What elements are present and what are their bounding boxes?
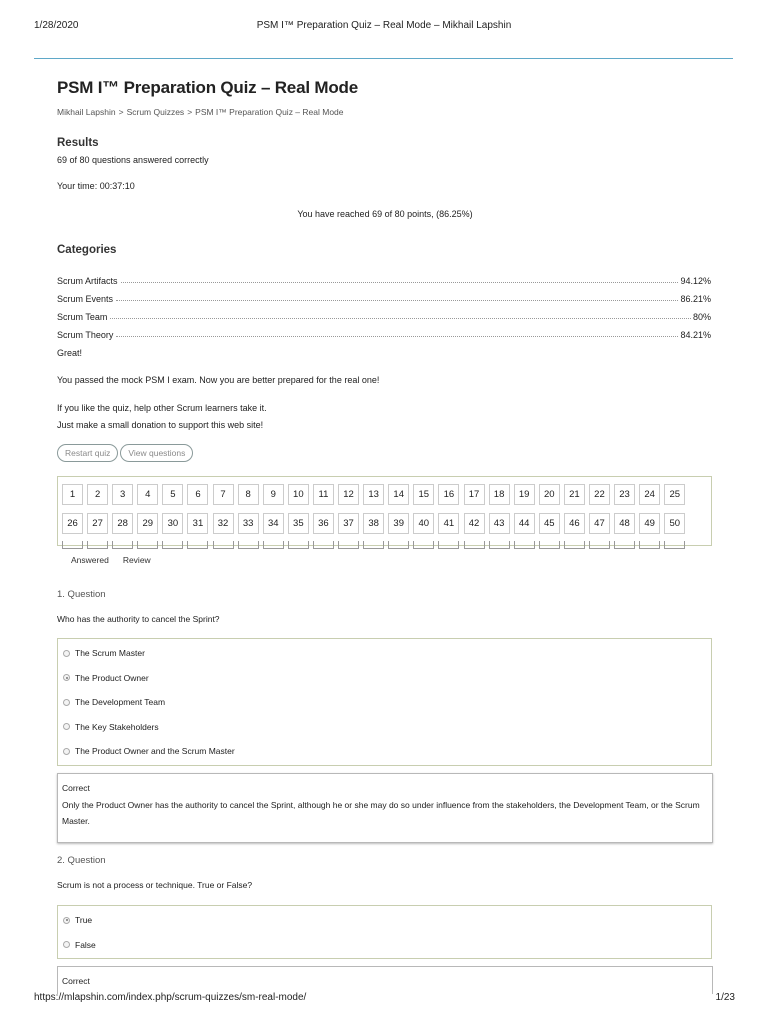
answer-option[interactable] — [58, 908, 711, 933]
answer-option-label: The Scrum Master — [75, 648, 145, 659]
status-marker — [313, 541, 334, 549]
print-url: https://mlapshin.com/index.php/scrum-quizzes/sm-real-mode/ — [34, 992, 307, 1003]
status-marker — [438, 541, 459, 549]
question-number-cell[interactable]: 9 — [263, 484, 284, 505]
category-name: Scrum Artifacts — [57, 276, 118, 286]
status-marker — [413, 541, 434, 549]
breadcrumb — [57, 107, 713, 117]
question-number-cell[interactable]: 1 — [62, 484, 83, 505]
breadcrumb-current: PSM I™ Preparation Quiz – Real Mode — [195, 107, 344, 117]
radio-button[interactable] — [63, 650, 70, 657]
leader-dots — [116, 335, 678, 337]
status-marker — [62, 541, 83, 549]
question-number-cell[interactable]: 22 — [589, 484, 610, 505]
question-number-cell[interactable]: 30 — [162, 513, 183, 534]
page-title: PSM I™ Preparation Quiz – Real Mode — [57, 78, 358, 97]
question-1-title: 1. Question — [57, 589, 106, 600]
question-number-cell[interactable]: 11 — [313, 484, 334, 505]
question-number-cell[interactable]: 42 — [464, 513, 485, 534]
header-divider — [34, 58, 733, 59]
leader-dots — [110, 317, 691, 319]
status-marker — [162, 541, 183, 549]
restart-quiz-button[interactable]: Restart quiz — [57, 444, 118, 462]
legend-answered: Answered — [71, 555, 109, 565]
question-number-cell[interactable]: 19 — [514, 484, 535, 505]
question-number-cell[interactable]: 45 — [539, 513, 560, 534]
question-number-cell[interactable]: 31 — [187, 513, 208, 534]
radio-button[interactable] — [63, 748, 70, 755]
message-passed: You passed the mock PSM I exam. Now you are better prepared for the real one! — [57, 375, 380, 385]
status-marker — [112, 541, 133, 549]
question-number-cell[interactable]: 37 — [338, 513, 359, 534]
category-row — [57, 286, 711, 304]
main-content — [57, 78, 713, 986]
status-marker — [564, 541, 585, 549]
status-marker — [338, 541, 359, 549]
question-number-cell[interactable]: 46 — [564, 513, 585, 534]
radio-button[interactable] — [63, 723, 70, 730]
print-page-number: 1/23 — [715, 992, 735, 1003]
question-number-cell[interactable]: 26 — [62, 513, 83, 534]
status-marker — [614, 541, 635, 549]
feedback-label: Correct — [62, 783, 90, 793]
question-number-cell[interactable]: 44 — [514, 513, 535, 534]
answer-option-label: The Development Team — [75, 697, 166, 708]
status-marker — [263, 541, 284, 549]
question-number-cell[interactable]: 3 — [112, 484, 133, 505]
view-questions-button[interactable]: View questions — [120, 444, 193, 462]
breadcrumb-separator: > — [118, 107, 124, 117]
status-marker — [213, 541, 234, 549]
leader-dots — [121, 281, 679, 283]
legend-review: Review — [122, 555, 151, 565]
status-marker — [288, 541, 309, 549]
results-heading: Results — [57, 137, 99, 149]
question-overview-row-1 — [62, 484, 689, 505]
question-number-cell[interactable]: 28 — [112, 513, 133, 534]
question-number-cell[interactable]: 32 — [213, 513, 234, 534]
question-number-cell[interactable]: 43 — [489, 513, 510, 534]
question-number-cell[interactable]: 13 — [363, 484, 384, 505]
category-name: Scrum Team — [57, 312, 108, 322]
question-number-cell[interactable]: 20 — [539, 484, 560, 505]
answer-option[interactable] — [58, 739, 711, 764]
leader-dots — [116, 299, 678, 301]
answer-option-label: False — [75, 939, 96, 950]
question-number-cell[interactable]: 41 — [438, 513, 459, 534]
question-number-cell[interactable]: 15 — [413, 484, 434, 505]
question-number-cell[interactable]: 7 — [213, 484, 234, 505]
quiz-actions — [57, 444, 193, 462]
radio-button[interactable] — [63, 699, 70, 706]
question-number-cell[interactable]: 25 — [664, 484, 685, 505]
question-number-cell[interactable]: 2 — [87, 484, 108, 505]
results-time: Your time: 00:37:10 — [57, 181, 135, 191]
categories-list — [57, 268, 711, 340]
question-1-text: Who has the authority to cancel the Sprint? — [57, 614, 220, 624]
results-points: You have reached 69 of 80 points, (86.25%) — [297, 209, 473, 219]
status-marker — [664, 541, 685, 549]
category-row — [57, 322, 711, 340]
question-number-cell[interactable]: 14 — [388, 484, 409, 505]
question-2-text: Scrum is not a process or technique. True or False? — [57, 880, 253, 890]
category-row — [57, 304, 711, 322]
question-2-feedback — [57, 966, 713, 994]
answer-option[interactable] — [58, 641, 711, 666]
question-number-cell[interactable]: 10 — [288, 484, 309, 505]
question-number-cell[interactable]: 8 — [238, 484, 259, 505]
status-marker — [187, 541, 208, 549]
question-number-cell[interactable]: 16 — [438, 484, 459, 505]
question-1-options — [57, 638, 712, 766]
question-number-cell[interactable]: 38 — [363, 513, 384, 534]
radio-button[interactable] — [63, 941, 70, 948]
question-number-cell[interactable]: 35 — [288, 513, 309, 534]
question-overview — [57, 476, 712, 546]
question-number-cell[interactable]: 4 — [137, 484, 158, 505]
status-marker — [137, 541, 158, 549]
category-row — [57, 268, 711, 286]
status-marker — [539, 541, 560, 549]
question-2-options — [57, 905, 712, 959]
answer-option[interactable] — [58, 715, 711, 740]
question-number-cell[interactable]: 49 — [639, 513, 660, 534]
answer-option[interactable] — [58, 690, 711, 715]
question-number-cell[interactable]: 23 — [614, 484, 635, 505]
message-donate: Just make a small donation to support this web site! — [57, 420, 264, 430]
question-number-cell[interactable]: 29 — [137, 513, 158, 534]
breadcrumb-scrum-quizzes-link[interactable]: Scrum Quizzes — [126, 107, 185, 117]
feedback-label: Correct — [62, 976, 90, 986]
question-number-cell[interactable]: 34 — [263, 513, 284, 534]
category-value: 84.21% — [680, 330, 711, 340]
status-marker — [238, 541, 259, 549]
status-marker — [639, 541, 660, 549]
answer-option[interactable] — [58, 933, 711, 958]
status-marker — [489, 541, 510, 549]
status-marker — [87, 541, 108, 549]
question-overview-row-2 — [62, 513, 689, 534]
question-number-cell[interactable]: 12 — [338, 484, 359, 505]
question-2-title: 2. Question — [57, 855, 106, 866]
question-number-cell[interactable]: 33 — [238, 513, 259, 534]
question-number-cell[interactable]: 24 — [639, 484, 660, 505]
category-value: 94.12% — [680, 276, 711, 286]
question-number-cell[interactable]: 39 — [388, 513, 409, 534]
message-great: Great! — [57, 348, 83, 358]
answer-option[interactable] — [58, 666, 711, 691]
print-date: 1/28/2020 — [34, 20, 79, 31]
question-number-cell[interactable]: 18 — [489, 484, 510, 505]
print-header — [0, 0, 768, 40]
breadcrumb-separator: > — [187, 107, 193, 117]
answer-option-label: The Product Owner and the Scrum Master — [75, 746, 235, 757]
status-marker — [363, 541, 384, 549]
answer-option-label: The Key Stakeholders — [75, 721, 159, 732]
status-marker — [388, 541, 409, 549]
status-marker — [514, 541, 535, 549]
category-value: 80% — [692, 312, 711, 322]
question-1-feedback — [57, 773, 713, 843]
category-name: Scrum Events — [57, 294, 114, 304]
answer-option-label: True — [75, 915, 93, 926]
question-number-cell[interactable]: 17 — [464, 484, 485, 505]
radio-button[interactable] — [63, 674, 70, 681]
question-overview-markers — [62, 541, 689, 549]
question-number-cell[interactable]: 50 — [664, 513, 685, 534]
question-number-cell[interactable]: 48 — [614, 513, 635, 534]
category-name: Scrum Theory — [57, 330, 114, 340]
question-number-cell[interactable]: 5 — [162, 484, 183, 505]
radio-button[interactable] — [63, 917, 70, 924]
question-number-cell[interactable]: 27 — [87, 513, 108, 534]
categories-heading: Categories — [57, 244, 117, 256]
question-number-cell[interactable]: 36 — [313, 513, 334, 534]
status-marker — [589, 541, 610, 549]
feedback-text: Only the Product Owner has the authority to cancel the Sprint, although he or she may do so under influence from the stakeholders, the Development Team, or the Scrum Master. — [62, 799, 700, 826]
message-help: If you like the quiz, help other Scrum learners take it. — [57, 403, 267, 413]
print-title: PSM I™ Preparation Quiz – Real Mode – Mikhail Lapshin — [256, 20, 512, 31]
overview-legend — [71, 555, 151, 565]
results-answered: 69 of 80 questions answered correctly — [57, 155, 209, 165]
breadcrumb-home-link[interactable]: Mikhail Lapshin — [57, 107, 116, 117]
status-marker — [464, 541, 485, 549]
category-value: 86.21% — [680, 294, 711, 304]
question-number-cell[interactable]: 6 — [187, 484, 208, 505]
question-number-cell[interactable]: 21 — [564, 484, 585, 505]
answer-option-label: The Product Owner — [75, 672, 149, 683]
question-number-cell[interactable]: 47 — [589, 513, 610, 534]
question-number-cell[interactable]: 40 — [413, 513, 434, 534]
